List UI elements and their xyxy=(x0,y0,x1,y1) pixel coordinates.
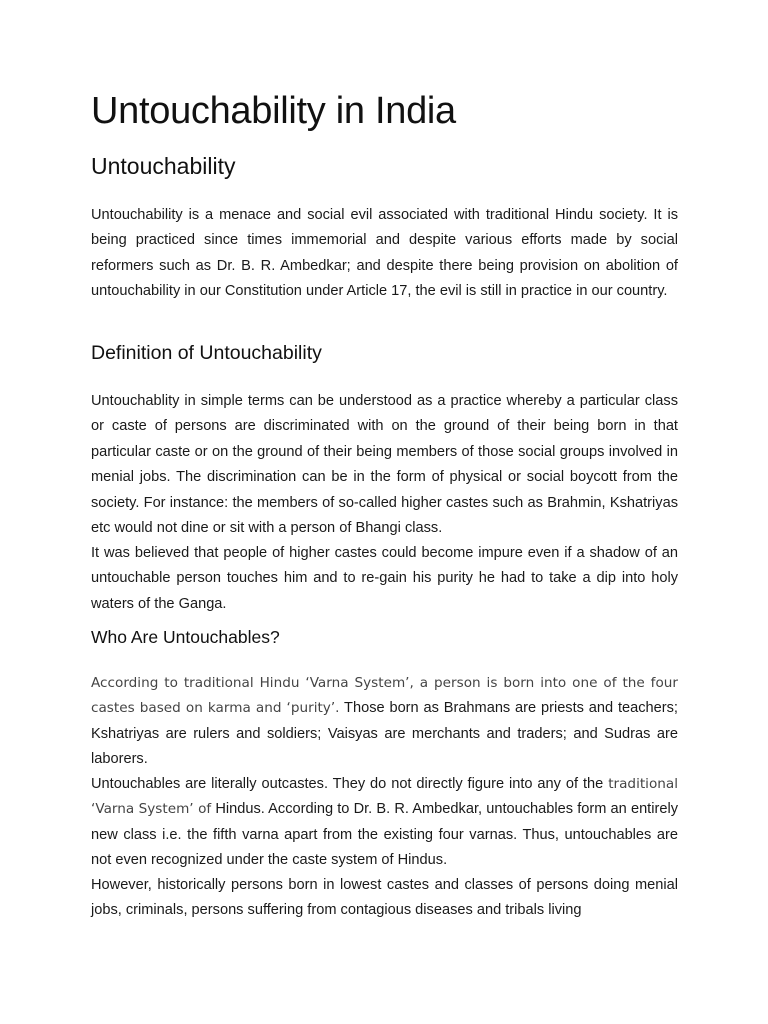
varna-roles-text: Those born as Brahmans are priests and teachers; Kshatriyas are rulers and soldiers; Vaisyas are merchants and traders; and Sudras are laborers. xyxy=(91,700,678,768)
paragraph-historical-persons: However, historically persons born in lowest castes and classes of persons doing menial jobs, criminals, persons suffering from contagious diseases and tribals living xyxy=(91,877,678,919)
section-heading-untouchability: Untouchability xyxy=(91,153,236,179)
outcastes-text-end: Hindus. According to Dr. B. R. Ambedkar, untouchables form an entirely new class i.e. the fifth varna apart from the existing four varnas. Thus, untouchables are not even recognized under the caste system of Hindus. xyxy=(91,801,678,869)
section-heading-who-are-untouchables: Who Are Untouchables? xyxy=(91,627,280,647)
section-heading-definition: Definition of Untouchability xyxy=(91,342,322,364)
paragraph-varna-system xyxy=(91,671,678,773)
paragraph-impurity-belief: It was believed that people of higher castes could become impure even if a shadow of an untouchable person touches him and to re-gain his purity he had to take a dip into holy waters of the Ganga. xyxy=(91,545,678,612)
paragraph-untouchability-intro: Untouchability is a menace and social evil associated with traditional Hindu society. It is being practiced since times immemorial and despite various efforts made by social reformers such as Dr. B. R. Ambedkar; and despite there being provision on abolition of untouchability in our Constitution under Article 17, the evil is still in practice in our country. xyxy=(91,207,678,300)
varna-system-reference: traditional ‘Varna System’ of xyxy=(91,776,678,818)
varna-system-quote: According to traditional Hindu ‘Varna System’, a person is born into one of the four castes based on karma and ‘purity’. xyxy=(91,675,678,717)
paragraph-definition: Untouchablity in simple terms can be understood as a practice whereby a particular class or caste of persons are discriminated with on the ground of their being born in that particular caste or on the ground of their being members of those social groups involved in menial jobs. The discrimination can be in the form of physical or social boycott from the society. For instance: the members of so-called higher castes such as Brahmin, Kshatriyas etc would not dine or sit with a person of Bhangi class. xyxy=(91,393,678,537)
paragraph-outcastes xyxy=(91,772,678,874)
outcastes-text-start: Untouchables are literally outcastes. They do not directly figure into any of the xyxy=(91,776,609,792)
document-title: Untouchability in India xyxy=(91,90,456,132)
